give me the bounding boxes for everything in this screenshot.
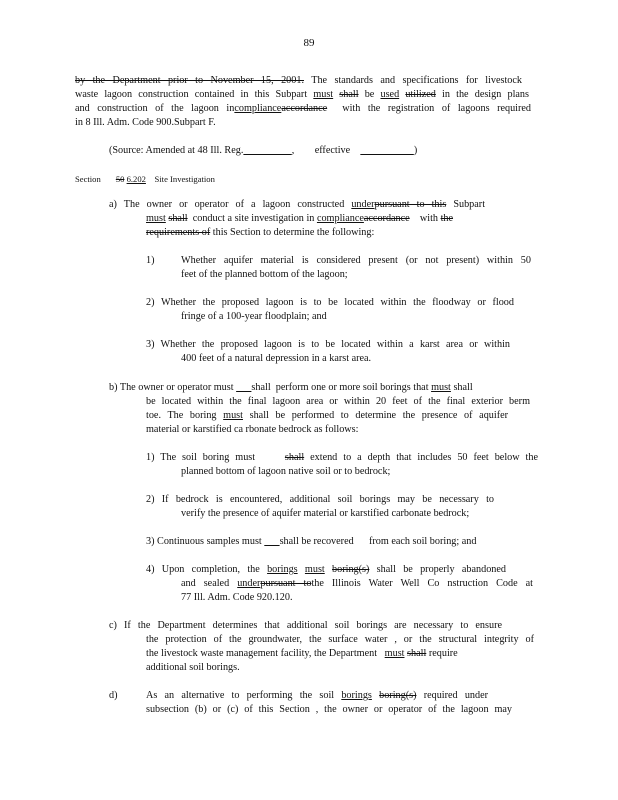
body-text: from each soil boring; and bbox=[368, 536, 477, 547]
body-text: shall bbox=[453, 382, 473, 393]
deleted-text: the bbox=[440, 213, 454, 224]
body-text: shall bbox=[251, 382, 271, 393]
para-a-line-1 bbox=[109, 198, 485, 212]
body-text: be bbox=[364, 89, 375, 100]
body-text: Subpart bbox=[453, 199, 486, 210]
body-text: in the design plans bbox=[442, 89, 529, 100]
body-text: the Illinois Water Well Co nstruction Code at bbox=[311, 578, 534, 589]
blank-line bbox=[236, 382, 251, 393]
deleted-text: shall bbox=[339, 89, 359, 100]
blank-line bbox=[360, 145, 413, 156]
para-c-line-2: the protection of the groundwater, the surface water , or the structural integrity of bbox=[146, 634, 534, 645]
para-a-item-3-line-1: 3) Whether the proposed lagoon is to be located within a karst area or within bbox=[146, 339, 510, 350]
deleted-text: boring(s) bbox=[379, 690, 417, 701]
para-a-item-2-line-1: 2) Whether the proposed lagoon is to be located within the floodway or flood bbox=[146, 297, 514, 308]
inserted-text: compliance bbox=[234, 103, 282, 114]
para-b-line-3 bbox=[146, 409, 508, 423]
para-d-line-1 bbox=[146, 689, 488, 703]
para-a-item-2-line-2: fringe of a 100-year floodplain; and bbox=[181, 311, 327, 322]
para-d-number: d) bbox=[109, 690, 118, 701]
inserted-text: must bbox=[431, 382, 451, 393]
body-text: conduct a site investigation in bbox=[192, 213, 315, 224]
inserted-text: must bbox=[384, 648, 405, 659]
deleted-text: requirements of bbox=[146, 227, 211, 238]
body-text: b) The owner or operator must bbox=[109, 382, 234, 393]
source-text: (Source: Amended at 48 Ill. Reg. bbox=[109, 145, 244, 156]
inserted-text: must bbox=[146, 213, 166, 224]
body-text: 4) Upon completion, the bbox=[146, 564, 260, 575]
body-text: perform one or more soil borings that bbox=[275, 382, 429, 393]
para-c-line-4: additional soil borings. bbox=[146, 662, 240, 673]
intro-line-3 bbox=[75, 102, 531, 116]
para-c-line-1: c) If the Department determines that additional soil borings are necessary to ensure bbox=[109, 620, 502, 631]
section-title: Site Investigation bbox=[154, 174, 215, 184]
deleted-text: shall bbox=[168, 213, 188, 224]
body-text: a) The owner or operator of a lagoon constructed bbox=[109, 199, 345, 210]
inserted-text: used bbox=[380, 89, 400, 100]
intro-line-1 bbox=[75, 74, 522, 88]
body-text: shall be recovered bbox=[279, 536, 354, 547]
body-text: shall be properly abandoned bbox=[376, 564, 507, 575]
deleted-text: boring(s) bbox=[332, 564, 370, 575]
source-text: ) bbox=[413, 145, 418, 156]
body-text: with bbox=[419, 213, 439, 224]
body-text: 1) The soil boring must bbox=[146, 452, 256, 463]
blank-line bbox=[243, 145, 291, 156]
inserted-text: under bbox=[351, 199, 375, 210]
para-b-item-2-line-2: verify the presence of aquifer material or karstified carbonate bedrock; bbox=[181, 508, 470, 519]
para-d-line-2: subsection (b) or (c) of this Section , the owner or operator of the lagoon may bbox=[146, 704, 512, 715]
para-a-line-3 bbox=[146, 226, 374, 240]
inserted-text: must bbox=[313, 89, 334, 100]
body-text: extend to a depth that includes 50 feet below the bbox=[310, 452, 539, 463]
body-text: toe. The boring bbox=[146, 410, 217, 421]
para-b-item-4-line-1 bbox=[146, 563, 506, 577]
section-header bbox=[75, 173, 215, 187]
para-b-line-1 bbox=[109, 381, 473, 395]
para-b-item-1-line-1 bbox=[146, 451, 538, 465]
inserted-text: borings bbox=[341, 690, 372, 701]
source-text: effective bbox=[314, 145, 351, 156]
body-text: this Section to determine the following: bbox=[212, 227, 375, 238]
para-c-line-3 bbox=[146, 647, 458, 661]
body-text: require bbox=[428, 648, 458, 659]
deleted-text: shall bbox=[407, 648, 427, 659]
para-b-line-2: be located within the final lagoon area or within 20 feet of the final exterior berm bbox=[146, 396, 530, 407]
body-text: As an alternative to performing the soil bbox=[146, 690, 335, 701]
body-text: required under bbox=[423, 690, 489, 701]
deleted-text: pursuant to bbox=[260, 578, 312, 589]
body-text: waste lagoon construction contained in this Subpart bbox=[75, 89, 308, 100]
body-text: The standards and specifications for livestock bbox=[311, 75, 522, 86]
para-b-item-4-line-3: 77 Ill. Adm. Code 920.120. bbox=[181, 592, 293, 603]
source-note: (Source: Amended at 48 Ill. Reg. , effective ) bbox=[109, 145, 418, 156]
para-b-item-1-line-2: planned bottom of lagoon native soil or to bedrock; bbox=[181, 466, 391, 477]
body-text: shall be performed to determine the presence of aquifer bbox=[249, 410, 509, 421]
para-a-item-1-number: 1) bbox=[146, 255, 155, 266]
deleted-text: pursuant to this bbox=[374, 199, 447, 210]
body-text: and construction of the lagoon in bbox=[75, 103, 235, 114]
blank-line bbox=[264, 536, 279, 547]
body-text: 3) Continuous samples must bbox=[146, 536, 262, 547]
inserted-text: compliance bbox=[316, 213, 364, 224]
body-text: with the registration of lagoons required bbox=[342, 103, 532, 114]
para-b-line-4: material or karstified ca rbonate bedrock as follows: bbox=[146, 424, 359, 435]
para-b-item-4-line-2 bbox=[181, 577, 533, 591]
deleted-text: accordance bbox=[363, 213, 410, 224]
para-b-item-3 bbox=[146, 535, 476, 549]
inserted-text: under bbox=[237, 578, 261, 589]
inserted-text: must bbox=[304, 564, 325, 575]
section-word: Section bbox=[75, 174, 101, 184]
deleted-text: by the Department prior to November 15, 2001. bbox=[75, 75, 304, 86]
inserted-text: must bbox=[223, 410, 243, 421]
deleted-text: accordance bbox=[281, 103, 328, 114]
para-a-line-2 bbox=[146, 212, 453, 226]
deleted-text: 50 bbox=[115, 174, 125, 184]
para-a-item-3-line-2: 400 feet of a natural depression in a karst area. bbox=[181, 353, 372, 364]
para-a-item-1-line-2: feet of the planned bottom of the lagoon; bbox=[181, 269, 348, 280]
body-text: and sealed bbox=[181, 578, 230, 589]
page-number: 89 bbox=[303, 37, 315, 49]
intro-line-2 bbox=[75, 88, 529, 102]
para-a-item-1-line-1: Whether aquifer material is considered present (or not present) within 50 bbox=[181, 255, 531, 266]
inserted-text: borings bbox=[267, 564, 298, 575]
para-b-item-2-line-1: 2) If bedrock is encountered, additional soil borings may be necessary to bbox=[146, 494, 494, 505]
deleted-text: shall bbox=[284, 452, 305, 463]
body-text: the livestock waste management facility, the Department bbox=[146, 648, 378, 659]
deleted-text: utilized bbox=[405, 89, 436, 100]
inserted-text: 6.202 bbox=[126, 174, 146, 184]
intro-line-4: in 8 Ill. Adm. Code 900.Subpart F. bbox=[75, 117, 216, 128]
